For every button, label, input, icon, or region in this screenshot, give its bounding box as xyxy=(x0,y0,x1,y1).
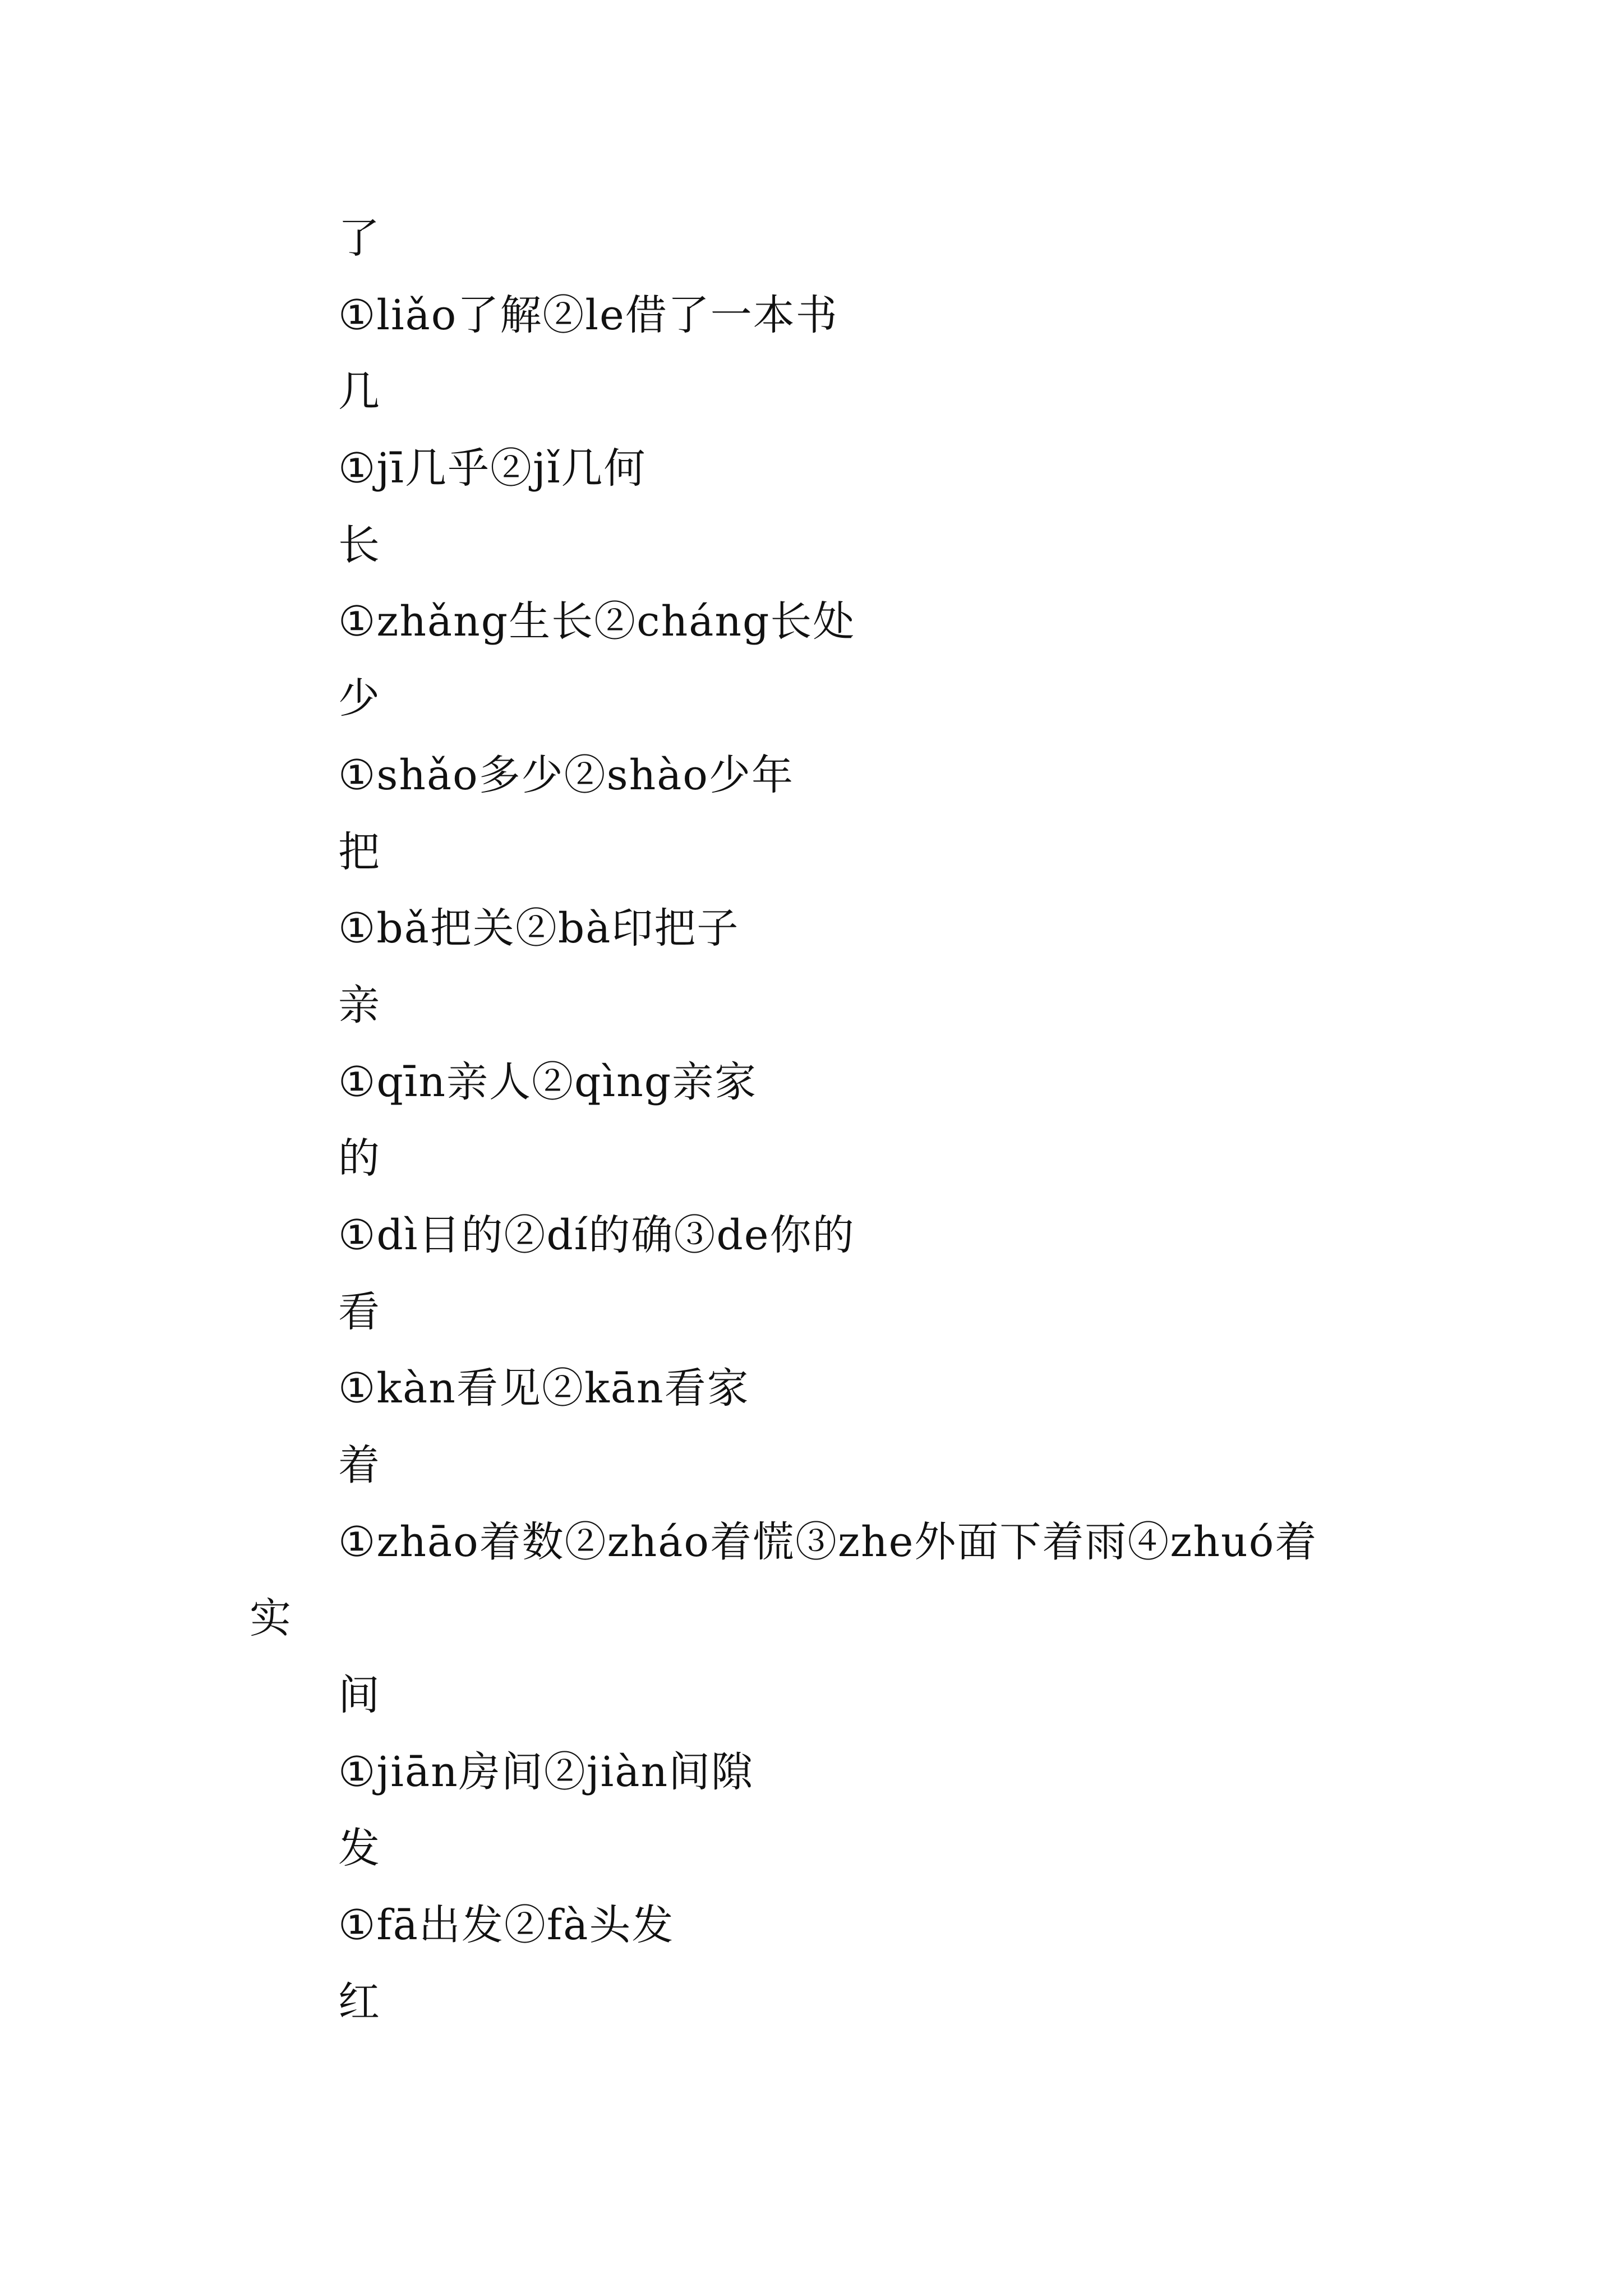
pronunciation-line: ①jī几乎②jǐ几何 xyxy=(338,444,647,493)
headword-line: 间 xyxy=(338,1671,381,1720)
pronunciation-line: ①shǎo多少②shào少年 xyxy=(338,751,794,799)
pronunciation-line: ①bǎ把关②bà印把子 xyxy=(338,904,740,953)
headword-line: 红 xyxy=(338,1977,381,2026)
polyphonic-character-list xyxy=(250,200,1394,2041)
pronunciation-line: ①qīn亲人②qìng亲家 xyxy=(338,1057,758,1106)
pronunciation-line: ①dì目的②dí的确③de你的 xyxy=(338,1211,855,1259)
pronunciation-line: ①jiān房间②jiàn间隙 xyxy=(338,1747,754,1796)
headword-line: 几 xyxy=(338,367,381,416)
pronunciation-line: ①zhāo着数②zháo着慌③zhe外面下着雨④zhuó着 xyxy=(338,1517,1318,1566)
pronunciation-line-continuation: 实 xyxy=(250,1594,292,1643)
headword-line: 着 xyxy=(338,1441,381,1489)
pronunciation-line: ①liǎo了解②le借了一本书 xyxy=(338,291,838,339)
headword-line: 把 xyxy=(338,827,381,876)
pronunciation-line: ①fā出发②fà头发 xyxy=(338,1901,675,1950)
headword-line: 了 xyxy=(338,214,381,263)
headword-line: 长 xyxy=(338,521,381,569)
pronunciation-line: ①kàn看见②kān看家 xyxy=(338,1364,750,1413)
headword-line: 少 xyxy=(338,674,381,723)
headword-line: 发 xyxy=(338,1824,381,1873)
headword-line: 亲 xyxy=(338,981,381,1029)
pronunciation-line: ①zhǎng生长②cháng长处 xyxy=(338,597,856,646)
headword-line: 的 xyxy=(338,1134,381,1183)
headword-line: 看 xyxy=(338,1287,381,1336)
